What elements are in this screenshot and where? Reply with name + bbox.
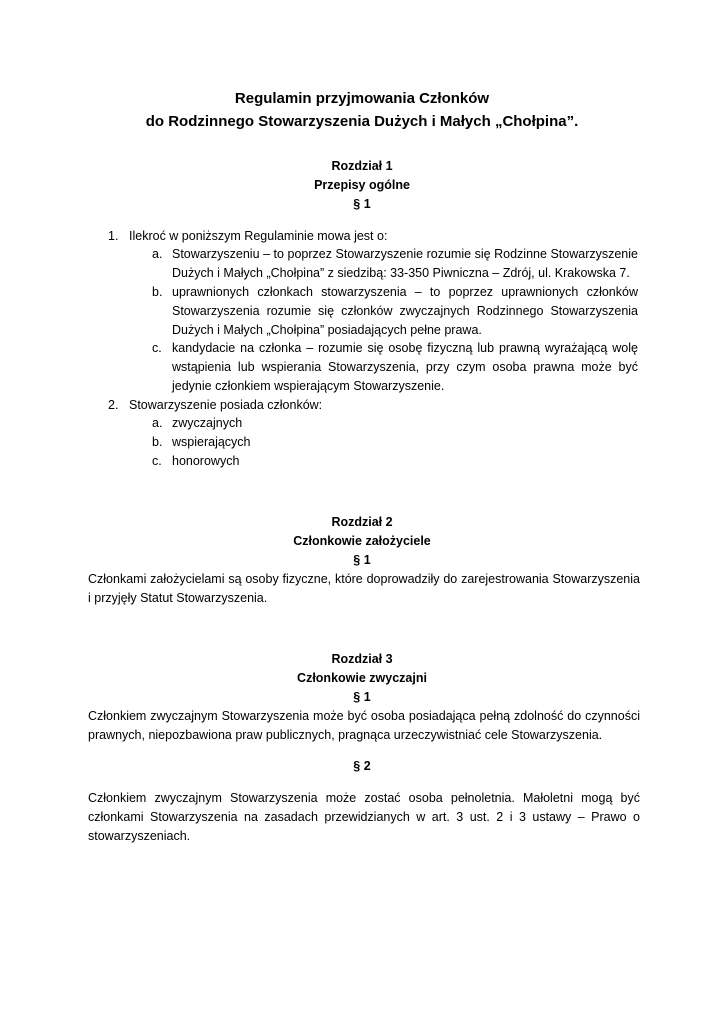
list-item-marker: 2. <box>108 398 119 412</box>
sublist-item-text: wspierających <box>172 435 251 449</box>
chapter-3-subheading: Członkowie zwyczajni <box>297 671 427 685</box>
document-title-line-1: Regulamin przyjmowania Członków <box>234 90 490 107</box>
document-title-line-2: do Rodzinnego Stowarzyszenia Dużych i Małych „Chołpina”. <box>145 113 579 130</box>
sublist-item-marker: b. <box>152 435 163 449</box>
chapter-1-section: § 1 <box>353 197 371 211</box>
chapter-3-paragraph-1: Członkiem zwyczajnym Stowarzyszenia może być osoba posiadająca pełną zdolność do czynności prawnych, niepozbawiona praw publicznych, pragnąca urzeczywistniać cele Stowarzyszenia. <box>88 709 640 742</box>
chapter-3-heading: Rozdział 3 <box>331 652 393 666</box>
chapter-3-section-2: § 2 <box>353 759 371 773</box>
chapter-2-paragraph: Członkami założycielami są osoby fizyczne, które doprowadziły do zarejestrowania Stowarzyszenia i przyjęły Statut Stowarzyszenia. <box>88 572 640 605</box>
sublist-item-text: zwyczajnych <box>172 416 243 430</box>
sublist-item-text: uprawnionych członkach stowarzyszenia – to poprzez uprawnionych członków Stowarzyszenia rozumie się członków zwyczajnych Rodzinnego Stowarzyszenia Dużych i Małych „Chołpina” posiadających pełne prawa. <box>172 285 638 337</box>
sublist-item-marker: c. <box>152 341 162 355</box>
sublist-item-text: kandydacie na członka – rozumie się osobę fizyczną lub prawną wyrażającą wolę wstąpienia lub wspierania Stowarzyszenia, przy czym osoba prawna może być jedynie członkiem wspierającym Stowarzyszenie. <box>172 341 638 393</box>
chapter-2-subheading: Członkowie założyciele <box>293 534 431 548</box>
sublist-item-marker: c. <box>152 454 162 468</box>
sublist-item-marker: b. <box>152 285 163 299</box>
sublist-item-marker: a. <box>152 416 163 430</box>
chapter-3-section-1: § 1 <box>353 690 371 704</box>
chapter-1-heading: Rozdział 1 <box>331 159 393 173</box>
list-item-text: Ilekroć w poniższym Regulaminie mowa jest o: <box>129 229 388 243</box>
list-item-marker: 1. <box>108 229 119 243</box>
sublist-item-text: honorowych <box>172 454 240 468</box>
sublist-item-text: Stowarzyszeniu – to poprzez Stowarzyszenie rozumie się Rodzinne Stowarzyszenie Dużych i Małych „Chołpina” z siedzibą: 33-350 Piwniczna – Zdrój, ul. Krakowska 7. <box>172 247 638 280</box>
chapter-2-section: § 1 <box>353 553 371 567</box>
sublist-item-marker: a. <box>152 247 163 261</box>
chapter-1-subheading: Przepisy ogólne <box>314 178 410 192</box>
list-item-text: Stowarzyszenie posiada członków: <box>129 398 323 412</box>
chapter-2-heading: Rozdział 2 <box>331 515 393 529</box>
chapter-3-paragraph-2: Członkiem zwyczajnym Stowarzyszenia może zostać osoba pełnoletnia. Małoletni mogą być członkami Stowarzyszenia na zasadach przewidzianych w art. 3 ust. 2 i 3 ustawy – Prawo o stowarzyszeniach. <box>88 791 640 843</box>
